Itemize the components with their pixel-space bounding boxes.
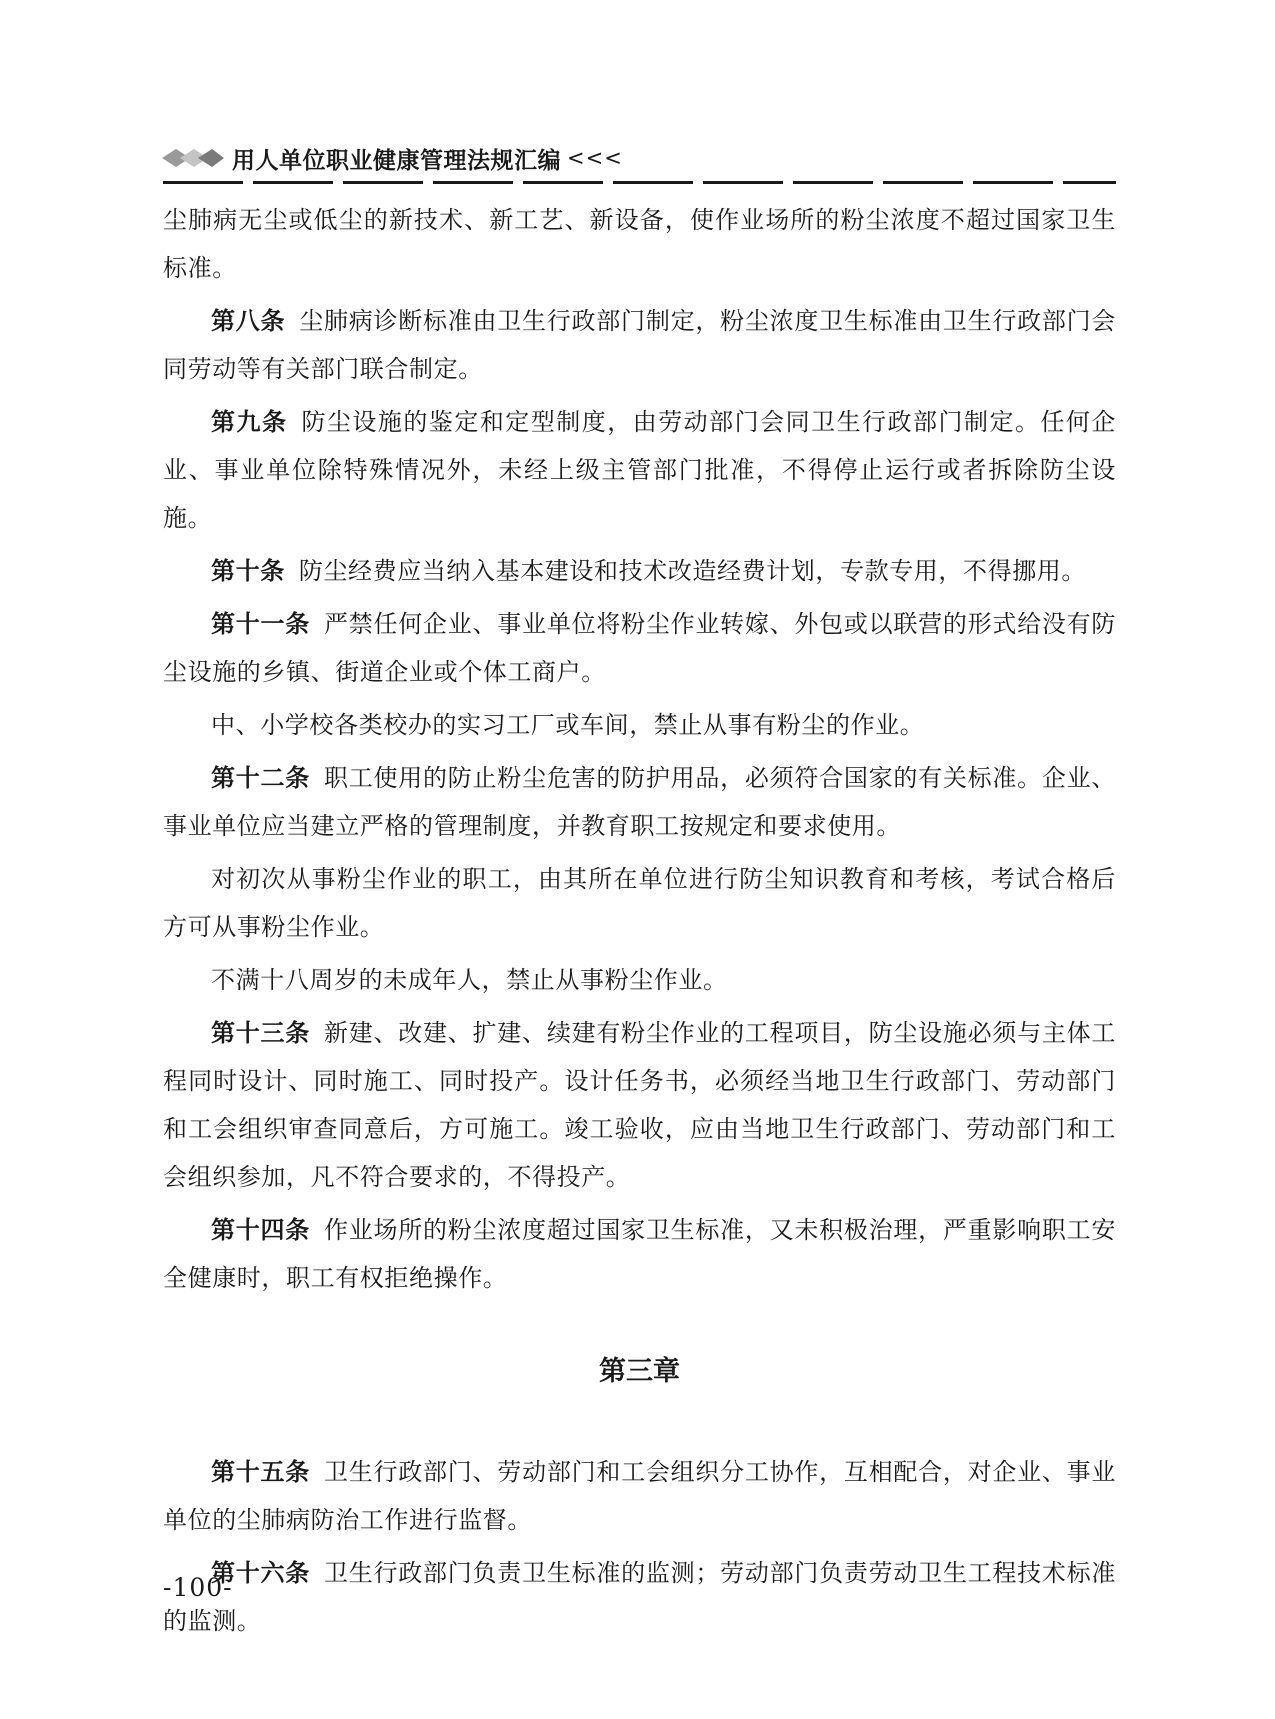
paragraph-text: 尘肺病无尘或低尘的新技术、新工艺、新设备，使作业场所的粉尘浓度不超过国家卫生标准。 [163,206,1116,282]
article-number: 第十四条 [211,1216,311,1244]
paragraph [163,196,1116,292]
paragraph [163,1549,1116,1645]
article-number: 第十二条 [211,764,311,792]
paragraph [163,855,1116,951]
paragraph-text: 卫生行政部门负责卫生标准的监测；劳动部门负责劳动卫生工程技术标准的监测。 [163,1559,1117,1635]
paragraph [163,297,1116,393]
page-number: -100- [163,1573,233,1602]
paragraph [163,1448,1116,1544]
paragraph-text: 卫生行政部门、劳动部门和工会组织分工协作，互相配合，对企业、事业单位的尘肺病防治工作进行监督。 [163,1458,1117,1534]
article-number: 第十三条 [211,1019,311,1047]
article-number: 第十条 [211,557,285,585]
header-arrows: <<< [567,146,623,170]
paragraph-text: 作业场所的粉尘浓度超过国家卫生标准，又未积极治理，严重影响职工安全健康时，职工有权拒绝操作。 [163,1216,1117,1292]
paragraph [163,547,1116,595]
paragraph [163,600,1116,696]
chapter-title: 第三章 [599,1356,680,1387]
paragraph-text: 防尘设施的鉴定和定型制度，由劳动部门会同卫生行政部门制定。任何企业、事业单位除特殊情况外，未经上级主管部门批准，不得停止运行或者拆除防尘设施。 [163,408,1116,532]
paragraph [163,701,1116,749]
article-number: 第十一条 [211,610,311,638]
book-title: 用人单位职业健康管理法规汇编 [232,147,561,174]
article-number: 第十六条 [211,1559,311,1587]
paragraph-text: 对初次从事粉尘作业的职工，由其所在单位进行防尘知识教育和考核，考试合格后方可从事粉尘作业。 [163,865,1116,941]
paragraph-text: 防尘经费应当纳入基本建设和技术改造经费计划，专款专用，不得挪用。 [298,557,1087,585]
paragraph [163,1206,1116,1302]
body-text [163,196,1116,1650]
running-header [160,138,623,178]
article-number: 第八条 [211,307,286,335]
paragraph [163,754,1116,850]
articles-section-next [163,1448,1116,1645]
paragraph-text: 中、小学校各类校办的实习工厂或车间，禁止从事有粉尘的作业。 [211,711,925,739]
paragraph-text: 职工使用的防止粉尘危害的防护用品，必须符合国家的有关标准。企业、事业单位应当建立严格的管理制度，并教育职工按规定和要求使用。 [163,764,1117,840]
paragraph-text: 严禁任何企业、事业单位将粉尘作业转嫁、外包或以联营的形式给没有防尘设施的乡镇、街道企业或个体工商户。 [163,610,1117,686]
article-number: 第九条 [211,408,288,436]
header-divider [163,181,1116,184]
paragraph [163,956,1116,1004]
article-number: 第十五条 [211,1458,311,1486]
paragraph [163,1009,1116,1201]
paragraph-text: 不满十八周岁的未成年人，禁止从事粉尘作业。 [211,966,728,994]
paragraph [163,398,1116,542]
paragraph-text: 新建、改建、扩建、续建有粉尘作业的工程项目，防尘设施必须与主体工程同时设计、同时施工、同时投产。设计任务书，必须经当地卫生行政部门、劳动部门和工会组织审查同意后，方可施工。竣工验收，应由当地卫生行政部门、劳动部门和工会组织参加，凡不符合要求的，不得投产。 [163,1019,1117,1191]
articles-section [163,196,1116,1302]
paragraph-text: 尘肺病诊断标准由卫生行政部门制定，粉尘浓度卫生标准由卫生行政部门会同劳动等有关部门联合制定。 [163,307,1116,383]
double-diamond-icon [160,146,224,170]
